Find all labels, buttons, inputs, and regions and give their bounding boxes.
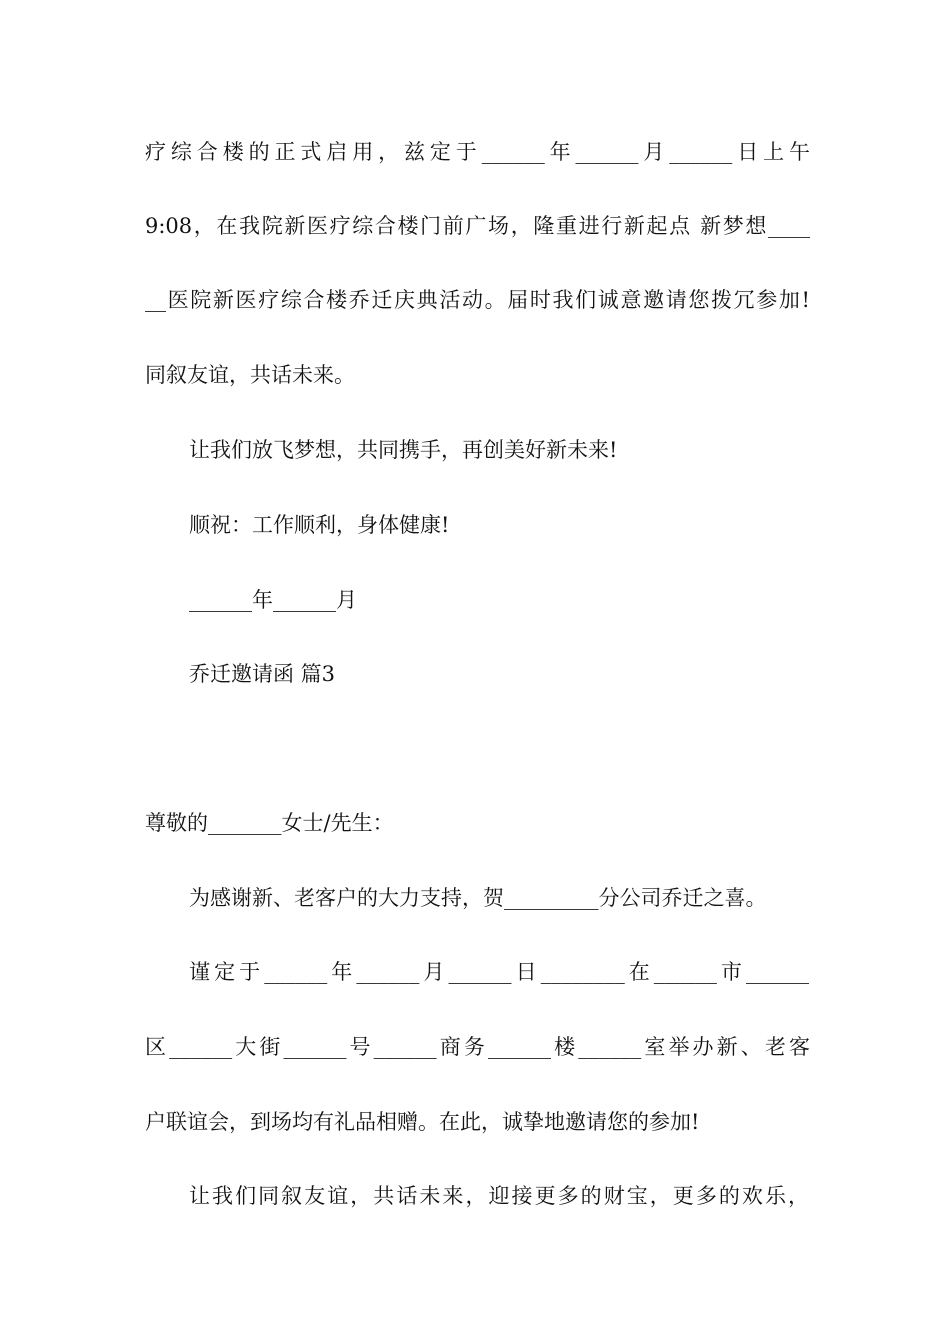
section-title: 乔迁邀请函 篇3 [189, 662, 336, 686]
paragraph-line-1: 疗综合楼的正式启用，兹定于______年______月______日上午 [145, 140, 810, 164]
paragraph-line-3: __医院新医疗综合楼乔迁庆典活动。届时我们诚意邀请您拨冗参加! [145, 288, 810, 312]
paragraph-line-4: 同叙友谊，共话未来。 [145, 363, 355, 387]
paragraph-line-2: 9:08，在我院新医疗综合楼门前广场，隆重进行新起点 新梦想____ [145, 214, 810, 238]
body-line-1: 为感谢新、老客户的大力支持，贺_________分公司乔迁之喜。 [189, 886, 767, 910]
body-line-4: 户联谊会，到场均有礼品相赠。在此，诚挚地邀请您的参加! [145, 1110, 700, 1134]
date-line: ______年______月 [189, 588, 357, 612]
salutation: 尊敬的_______女士/先生： [145, 811, 394, 835]
wishes-line: 顺祝：工作顺利，身体健康! [189, 513, 450, 537]
body-line-3: 区______大街______号______商务______楼______室举办新、老客 [145, 1035, 810, 1059]
body-line-2: 谨定于______年______月______日________在______市______ [189, 960, 809, 984]
body-line-5: 让我们同叙友谊，共话未来，迎接更多的财宝，更多的欢乐， [189, 1184, 809, 1208]
closing-line: 让我们放飞梦想，共同携手，再创美好新未来! [189, 438, 618, 462]
